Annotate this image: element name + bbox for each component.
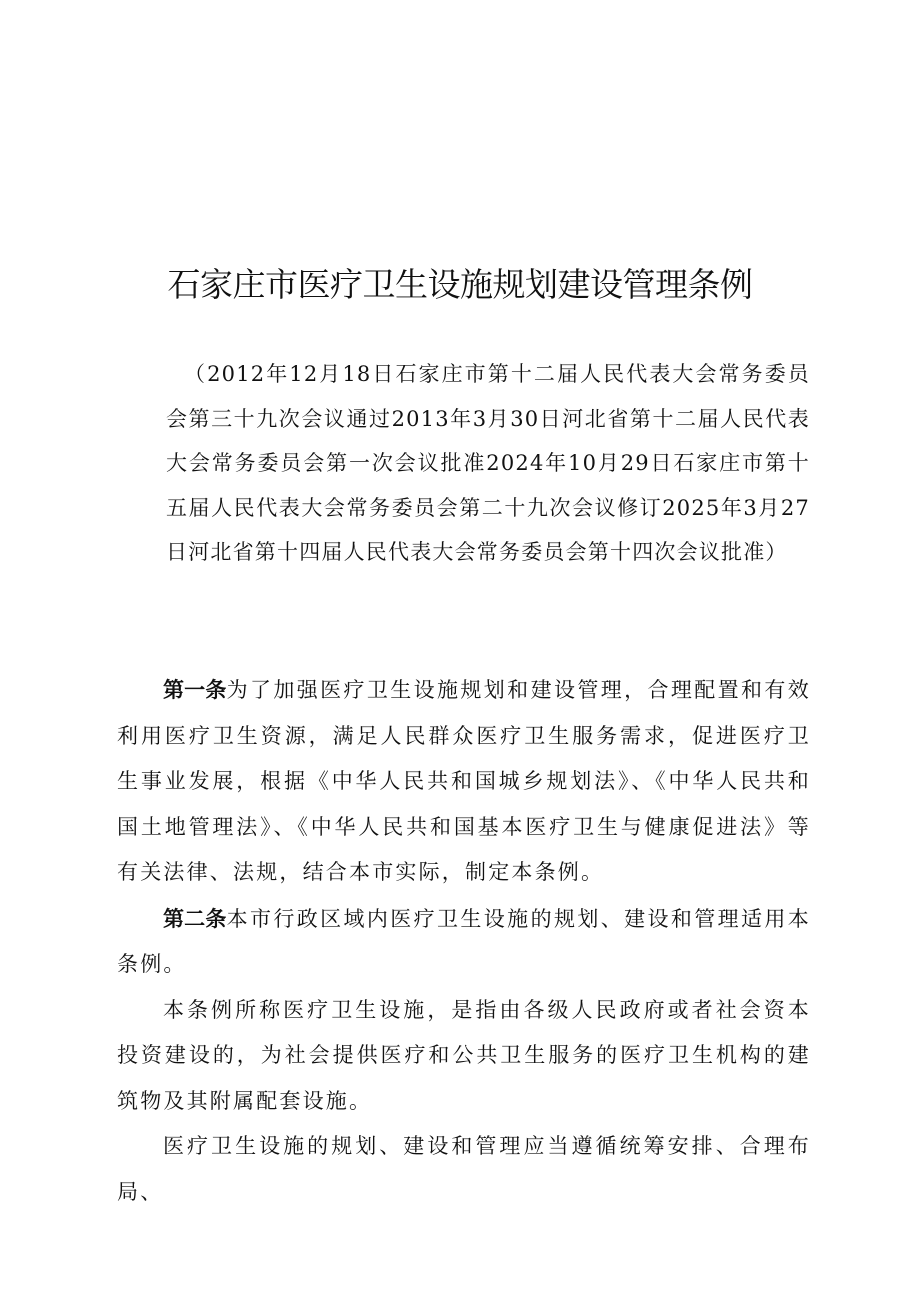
article-2-label: 第二条 — [163, 905, 227, 931]
article-1-text: 为了加强医疗卫生设施规划和建设管理，合理配置和有效利用医疗卫生资源，满足人民群众医疗卫生服务需求，促进医疗卫生事业发展，根据《中华人民共和国城乡规划法》、《中华人民共和国土地管理法》、《中华人民共和国基本医疗卫生与健康促进法》等有关法律、法规，结合本市实际，制定本条例。 — [117, 678, 812, 884]
article-2-paragraph-3: 医疗卫生设施的规划、建设和管理应当遵循统筹安排、合理布局、 — [117, 1134, 811, 1204]
article-1 — [117, 667, 811, 896]
document-title: 石家庄市医疗卫生设施规划建设管理条例 — [167, 265, 753, 304]
article-1-label: 第一条 — [163, 677, 227, 702]
article-2 — [117, 896, 811, 988]
legislative-history-note: （2012年12月18日石家庄市第十二届人民代表大会常务委员会第三十九次会议通过2013年3月30日河北省第十二届人民代表大会常务委员会第一次会议批准2024年10月29日石家庄市第十五届人民代表大会常务委员会第二十九次会议修订2025年3月27日河北省第十四届人民代表大会常务委员会第十四次会议批准） — [166, 362, 810, 565]
article-2-text: 本市行政区域内医疗卫生设施的规划、建设和管理适用本条例。 — [117, 906, 812, 976]
document-body — [117, 667, 811, 1215]
article-2-paragraph-2: 本条例所称医疗卫生设施，是指由各级人民政府或者社会资本投资建设的，为社会提供医疗和公共卫生服务的医疗卫生机构的建筑物及其附属配套设施。 — [117, 997, 811, 1113]
